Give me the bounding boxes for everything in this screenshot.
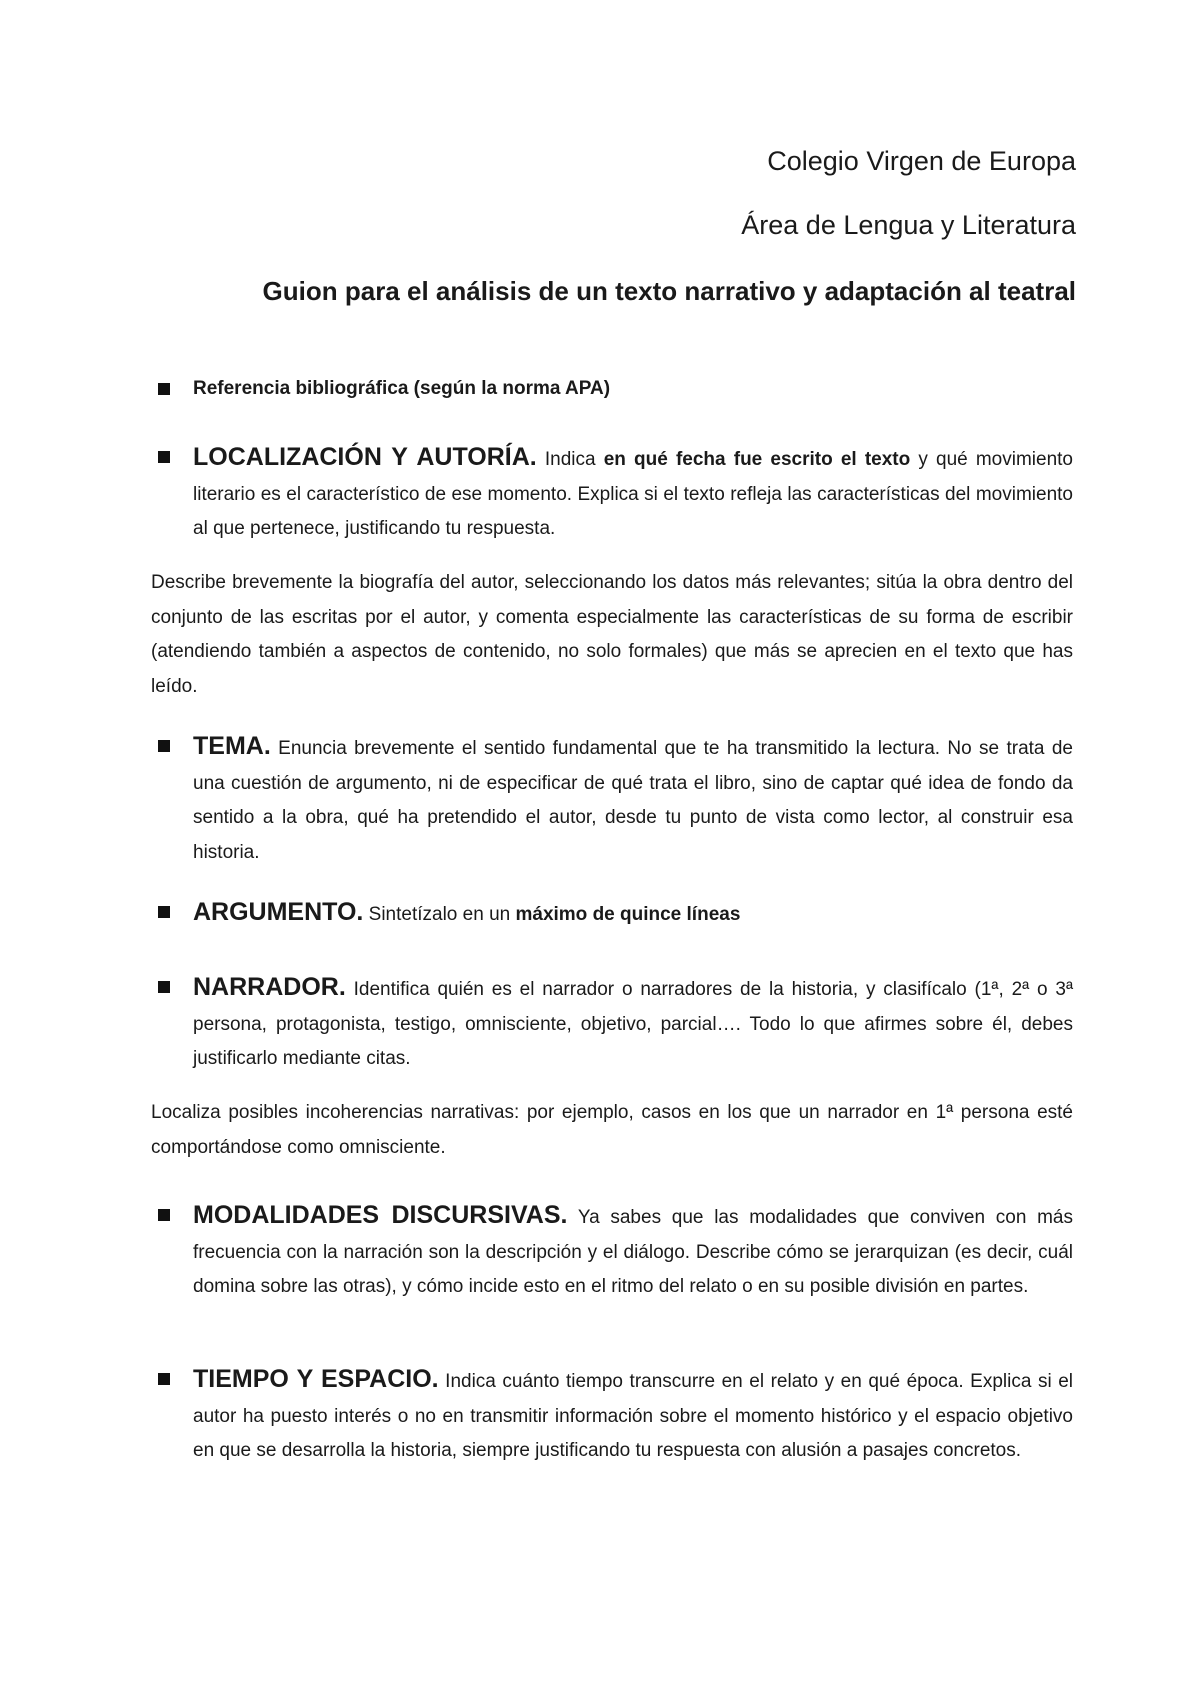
square-bullet-icon (158, 1373, 170, 1385)
square-bullet-icon (158, 383, 170, 395)
section-tiempo (193, 1362, 1073, 1469)
section-emphasis: máximo de quince líneas (515, 904, 741, 925)
section-heading: LOCALIZACIÓN Y AUTORÍA. (193, 443, 537, 471)
section-argumento (193, 895, 1073, 933)
section-text: Indica cuánto tiempo transcurre en el relato y en qué época. Explica si el autor ha puesto interés o no en transmitir información sobre el momento histórico y el espacio objetivo en que se desarrolla la historia, siempre justificando tu respuesta con alusión a pasajes concretos. (193, 1371, 1073, 1461)
section-heading: MODALIDADES DISCURSIVAS. (193, 1201, 568, 1229)
document-title: Guion para el análisis de un texto narrativo y adaptación al teatral (262, 276, 1076, 306)
section-localizacion (193, 440, 1073, 547)
section-text: y qué movimiento literario es el característico de ese momento. Explica si el texto refleja las características del movimiento al que pertenece, justificando tu respuesta. (193, 449, 1073, 539)
square-bullet-icon (158, 1209, 170, 1221)
section-heading: TIEMPO Y ESPACIO. (193, 1365, 439, 1393)
section-text: Sintetízalo en un (363, 904, 516, 925)
section-text: Ya sabes que las modalidades que conviven con más frecuencia con la narración son la descripción y el diálogo. Describe cómo se jerarquizan (es decir, cuál domina sobre las otras), y cómo incide esto en el ritmo del relato o en su posible división en partes. (193, 1207, 1074, 1297)
paragraph-biografia: Describe brevemente la biografía del autor, seleccionando los datos más relevantes; sitúa la obra dentro del conjunto de las escritas por el autor, y comenta especialmente las características de su forma de escribir (atendiendo también a aspectos de contenido, no solo formales) que más se aprecien en el texto que has leído. (151, 572, 1073, 697)
square-bullet-icon (158, 451, 170, 463)
section-text: Enuncia brevemente el sentido fundamental que te ha transmitido la lectura. No se trata de una cuestión de argumento, ni de especificar de qué trata el libro, sino de captar qué idea de fondo da sentido a la obra, qué ha pretendido el autor, desde tu punto de vista como lector, al construir esa historia. (193, 738, 1073, 863)
paragraph-incoherencias: Localiza posibles incoherencias narrativas: por ejemplo, casos en los que un narrador en 1ª persona esté comportándose como omnisciente. (151, 1102, 1073, 1158)
section-text: Identifica quién es el narrador o narradores de la historia, y clasifícalo (1ª, 2ª o 3ª persona, protagonista, testigo, omnisciente, objetivo, parcial…. Todo lo que afirmes sobre él, debes justificarlo mediante citas. (193, 979, 1073, 1069)
square-bullet-icon (158, 740, 170, 752)
square-bullet-icon (158, 981, 170, 993)
section-tema (193, 729, 1073, 870)
section-heading: Referencia bibliográfica (según la norma APA) (193, 378, 611, 399)
section-referencia (193, 372, 1073, 407)
section-heading: TEMA. (193, 732, 271, 760)
square-bullet-icon (158, 906, 170, 918)
subject-area: Área de Lengua y Literatura (741, 210, 1076, 240)
section-heading: ARGUMENTO. (193, 898, 364, 926)
section-text: Indica (536, 449, 604, 470)
section-emphasis: en qué fecha fue escrito el texto (603, 449, 911, 470)
section-modalidades (193, 1198, 1073, 1305)
section-heading: NARRADOR. (193, 973, 346, 1001)
section-narrador (193, 970, 1073, 1077)
school-name: Colegio Virgen de Europa (767, 146, 1076, 176)
